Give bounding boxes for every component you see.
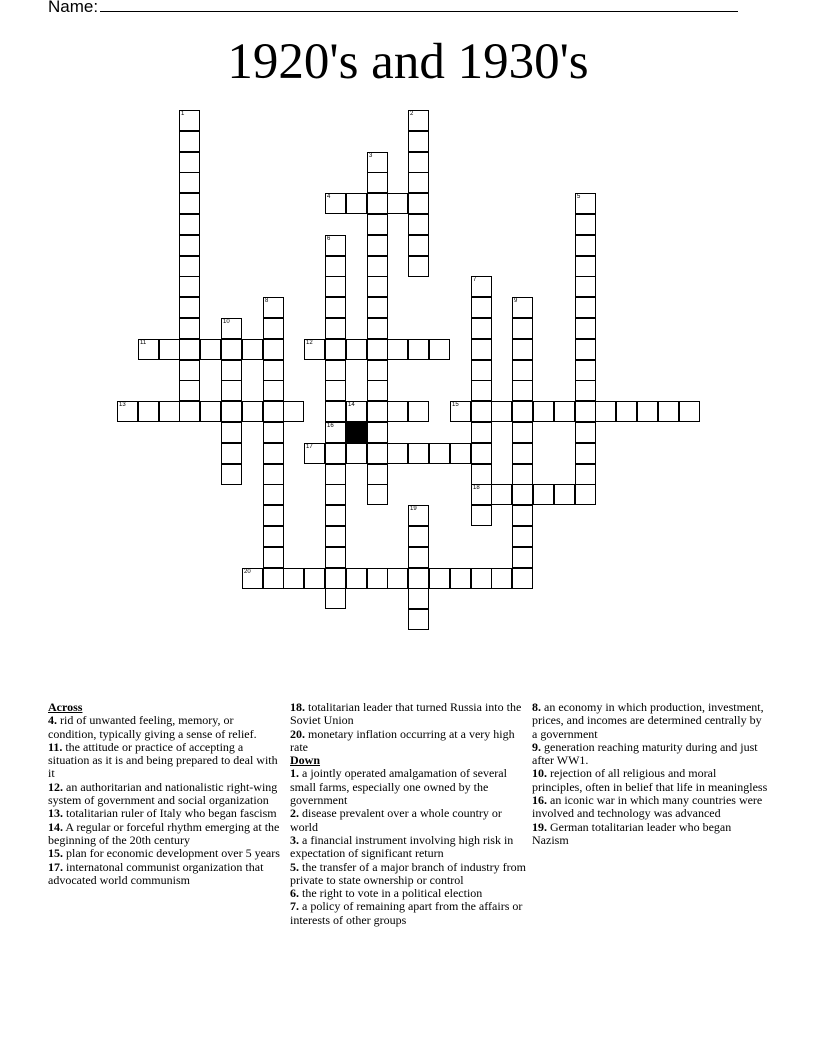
grid-cell[interactable] [346, 193, 367, 214]
grid-cell[interactable] [575, 464, 596, 485]
name-line[interactable] [100, 0, 738, 12]
grid-cell[interactable] [325, 484, 346, 505]
cell-number: 5 [577, 194, 581, 200]
clue-across-12: 12. an authoritarian and nationalistic right-wing system of government and social organization [48, 779, 278, 808]
grid-cell[interactable] [263, 297, 284, 318]
grid-cell[interactable] [408, 339, 429, 360]
grid-cell[interactable] [325, 360, 346, 381]
clue-column-2 [290, 701, 526, 927]
grid-cell[interactable] [325, 380, 346, 401]
grid-cell[interactable] [367, 422, 388, 443]
grid-cell[interactable] [429, 339, 450, 360]
grid-cell[interactable] [325, 235, 346, 256]
grid-cell[interactable] [491, 484, 512, 505]
grid-cell[interactable] [325, 422, 346, 443]
grid-cell[interactable] [325, 318, 346, 339]
grid-cell[interactable] [367, 193, 388, 214]
clue-down-16: 16. an iconic war in which many countries were involved and technology was advanced [532, 793, 763, 821]
grid-cell[interactable] [367, 152, 388, 173]
grid-cell[interactable] [575, 193, 596, 214]
grid-cell[interactable] [221, 380, 242, 401]
cell-number: 20 [244, 569, 251, 575]
cell-number: 18 [473, 485, 480, 491]
grid-cell[interactable] [575, 380, 596, 401]
grid-cell[interactable] [616, 401, 637, 422]
grid-cell[interactable] [575, 443, 596, 464]
grid-cell[interactable] [367, 464, 388, 485]
grid-cell[interactable] [367, 256, 388, 277]
grid-cell[interactable] [367, 380, 388, 401]
grid-cell[interactable] [450, 401, 471, 422]
grid-cell[interactable] [471, 360, 492, 381]
grid-cell[interactable] [367, 297, 388, 318]
grid-cell[interactable] [263, 401, 284, 422]
grid-cell[interactable] [471, 422, 492, 443]
grid-cell[interactable] [263, 464, 284, 485]
grid-cell[interactable] [325, 505, 346, 526]
cell-number: 17 [306, 444, 313, 450]
grid-cell[interactable] [512, 443, 533, 464]
grid-cell[interactable] [304, 339, 325, 360]
cell-number: 4 [327, 194, 331, 200]
grid-cell[interactable] [471, 464, 492, 485]
grid-cell[interactable] [533, 484, 554, 505]
across-header: Across [48, 700, 83, 714]
grid-cell[interactable] [575, 276, 596, 297]
grid-cell[interactable] [575, 484, 596, 505]
grid-cell[interactable] [471, 380, 492, 401]
name-field[interactable] [48, 0, 738, 17]
clue-across-14: 14. A regular or forceful rhythm emerging at the beginning of the 20th century [48, 819, 280, 847]
grid-cell[interactable] [221, 443, 242, 464]
grid-cell[interactable] [512, 380, 533, 401]
grid-cell[interactable] [595, 401, 616, 422]
grid-cell[interactable] [138, 339, 159, 360]
grid-cell[interactable] [179, 131, 200, 152]
grid-cell[interactable] [325, 297, 346, 318]
grid-cell[interactable] [575, 339, 596, 360]
grid-cell[interactable] [387, 401, 408, 422]
grid-cell[interactable] [242, 401, 263, 422]
grid-cell[interactable] [325, 568, 346, 589]
grid-cell[interactable] [471, 443, 492, 464]
grid-cell[interactable] [408, 443, 429, 464]
grid-cell[interactable] [221, 318, 242, 339]
grid-cell[interactable] [200, 401, 221, 422]
grid-cell[interactable] [179, 256, 200, 277]
grid-cell[interactable] [387, 443, 408, 464]
grid-cell[interactable] [283, 401, 304, 422]
grid-cell[interactable] [179, 276, 200, 297]
cell-number: 19 [410, 506, 417, 512]
grid-cell[interactable] [408, 131, 429, 152]
grid-cell[interactable] [491, 568, 512, 589]
grid-cell[interactable] [325, 401, 346, 422]
clue-across-15: 15. plan for economic development over 5 years [48, 846, 280, 861]
grid-cell[interactable] [471, 339, 492, 360]
grid-cell[interactable] [179, 110, 200, 131]
clue-down-1: 1. a jointly operated amalgamation of several small farms, especially one owned by the government [290, 766, 507, 808]
clue-down-8: 8. an economy in which production, investment, prices, and incomes are determined centrally by a government [532, 700, 764, 741]
clue-down-5: 5. the transfer of a major branch of industry from private to state ownership or control [290, 859, 526, 887]
grid-cell[interactable] [575, 214, 596, 235]
grid-cell[interactable] [491, 401, 512, 422]
grid-cell[interactable] [179, 152, 200, 173]
grid-cell[interactable] [263, 484, 284, 505]
grid-cell[interactable] [367, 172, 388, 193]
grid-cell[interactable] [512, 547, 533, 568]
clue-down-2: 2. disease prevalent over a whole country or world [290, 806, 502, 834]
grid-cell[interactable] [346, 401, 367, 422]
grid-cell[interactable] [346, 443, 367, 464]
grid-cell[interactable] [263, 380, 284, 401]
grid-cell[interactable] [512, 401, 533, 422]
grid-cell[interactable] [159, 401, 180, 422]
grid-cell[interactable] [367, 339, 388, 360]
grid-cell[interactable] [263, 505, 284, 526]
grid-cell[interactable] [408, 256, 429, 277]
grid-cell[interactable] [179, 401, 200, 422]
grid-cell[interactable] [367, 276, 388, 297]
grid-cell[interactable] [387, 193, 408, 214]
cell-number: 7 [473, 277, 477, 283]
grid-cell[interactable] [325, 588, 346, 609]
cell-number: 1 [181, 111, 185, 117]
clue-across-13: 13. totalitarian ruler of Italy who began fascism [48, 806, 277, 821]
grid-cell[interactable] [408, 505, 429, 526]
cell-number: 15 [452, 402, 459, 408]
grid-cell[interactable] [325, 276, 346, 297]
grid-cell[interactable] [512, 505, 533, 526]
cell-number: 10 [223, 319, 230, 325]
cell-number: 8 [265, 298, 269, 304]
grid-cell[interactable] [408, 110, 429, 131]
cell-number: 11 [140, 340, 147, 346]
grid-cell[interactable] [367, 401, 388, 422]
grid-cell[interactable] [387, 339, 408, 360]
grid-cell[interactable] [408, 235, 429, 256]
grid-cell[interactable] [471, 318, 492, 339]
grid-cell[interactable] [387, 568, 408, 589]
cell-number: 6 [327, 236, 331, 242]
grid-cell[interactable] [304, 568, 325, 589]
grid-cell[interactable] [554, 401, 575, 422]
clue-across-18: 18. totalitarian leader that turned Russia into the Soviet Union [290, 700, 522, 728]
clue-across-4: 4. rid of unwanted feeling, memory, or condition, typically giving a sense of relief. [48, 713, 257, 741]
grid-cell[interactable] [325, 443, 346, 464]
grid-cell[interactable] [408, 214, 429, 235]
name-label: Name: [48, 0, 99, 16]
grid-cell[interactable] [512, 422, 533, 443]
grid-cell[interactable] [512, 526, 533, 547]
grid-cell[interactable] [408, 172, 429, 193]
grid-cell[interactable] [512, 318, 533, 339]
grid-cell[interactable] [263, 422, 284, 443]
grid-cell[interactable] [429, 568, 450, 589]
grid-cell[interactable] [408, 609, 429, 630]
grid-cell[interactable] [367, 360, 388, 381]
clue-down-3: 3. a financial instrument involving high risk in expectation of significant return [290, 832, 514, 861]
grid-cell[interactable] [471, 276, 492, 297]
grid-cell[interactable] [346, 339, 367, 360]
grid-cell[interactable] [408, 401, 429, 422]
grid-cell[interactable] [325, 547, 346, 568]
grid-cell[interactable] [512, 297, 533, 318]
grid-cell[interactable] [512, 339, 533, 360]
grid-cell[interactable] [221, 422, 242, 443]
grid-cell[interactable] [200, 339, 221, 360]
grid-cell[interactable] [408, 152, 429, 173]
clue-column-3 [532, 701, 768, 847]
grid-cell[interactable] [575, 318, 596, 339]
grid-cell[interactable] [325, 526, 346, 547]
grid-cell[interactable] [367, 214, 388, 235]
grid-cell[interactable] [325, 256, 346, 277]
grid-cell[interactable] [512, 360, 533, 381]
grid-cell[interactable] [512, 568, 533, 589]
down-header: Down [290, 753, 321, 768]
grid-cell[interactable] [221, 360, 242, 381]
grid-cell[interactable] [471, 484, 492, 505]
cell-number: 3 [369, 153, 373, 159]
grid-cell[interactable] [408, 568, 429, 589]
grid-cell[interactable] [283, 568, 304, 589]
grid-cell[interactable] [325, 464, 346, 485]
clue-across-11: 11. the attitude or practice of accepting a situation as it is and being prepared to deal with it [48, 739, 278, 781]
grid-cell[interactable] [304, 443, 325, 464]
grid-cell[interactable] [367, 484, 388, 505]
grid-cell[interactable] [408, 588, 429, 609]
grid-cell[interactable] [554, 484, 575, 505]
clue-column-1 [48, 701, 284, 887]
clue-across-17: 17. internatonal communist organization that advocated world communism [48, 859, 264, 887]
grid-cell[interactable] [367, 568, 388, 589]
grid-cell[interactable] [429, 443, 450, 464]
cell-number: 14 [348, 402, 355, 408]
cell-number: 9 [514, 298, 518, 304]
grid-cell[interactable] [179, 193, 200, 214]
grid-cell[interactable] [533, 401, 554, 422]
grid-cell[interactable] [367, 318, 388, 339]
grid-cell[interactable] [221, 339, 242, 360]
grid-cell[interactable] [221, 401, 242, 422]
grid-cell[interactable] [263, 568, 284, 589]
grid-cell[interactable] [471, 568, 492, 589]
cell-number: 13 [119, 402, 126, 408]
grid-cell[interactable] [263, 339, 284, 360]
grid-cell[interactable] [242, 568, 263, 589]
clue-down-7: 7. a policy of remaining apart from the affairs or interests of other groups [290, 899, 523, 927]
grid-cell[interactable] [450, 568, 471, 589]
grid-cell[interactable] [575, 422, 596, 443]
grid-cell[interactable] [512, 484, 533, 505]
grid-cell[interactable] [679, 401, 700, 422]
grid-cell[interactable] [471, 297, 492, 318]
grid-cell[interactable] [325, 339, 346, 360]
grid-cell[interactable] [408, 547, 429, 568]
grid-cell[interactable] [138, 401, 159, 422]
grid-cell[interactable] [512, 464, 533, 485]
grid-cell[interactable] [575, 401, 596, 422]
grid-cell[interactable] [471, 401, 492, 422]
grid-cell[interactable] [179, 339, 200, 360]
grid-cell[interactable] [179, 214, 200, 235]
cell-number: 12 [306, 340, 313, 346]
grid-cell[interactable] [471, 505, 492, 526]
grid-cell[interactable] [367, 235, 388, 256]
cell-number: 16 [327, 423, 334, 429]
grid-cell[interactable] [575, 297, 596, 318]
grid-cell[interactable] [408, 193, 429, 214]
grid-cell[interactable] [117, 401, 138, 422]
grid-cell[interactable] [408, 526, 429, 547]
grid-cell[interactable] [159, 339, 180, 360]
grid-cell[interactable] [263, 547, 284, 568]
puzzle-title: 1920's and 1930's [227, 34, 589, 90]
grid-cell[interactable] [637, 401, 658, 422]
grid-cell[interactable] [263, 360, 284, 381]
clue-down-6: 6. the right to vote in a political election [290, 886, 483, 901]
grid-cell[interactable] [179, 360, 200, 381]
grid-cell[interactable] [179, 297, 200, 318]
clue-across-20: 20. monetary inflation occurring at a very high rate [290, 726, 515, 754]
grid-cell[interactable] [450, 443, 471, 464]
grid-cell[interactable] [263, 443, 284, 464]
grid-cell[interactable] [179, 318, 200, 339]
clue-down-10: 10. rejection of all religious and moral principles, often in belief that life in meaningless [532, 766, 768, 794]
grid-cell[interactable] [221, 464, 242, 485]
grid-cell[interactable] [179, 172, 200, 193]
clue-down-19: 19. German totalitarian leader who began Nazism [532, 819, 732, 847]
clue-down-9: 9. generation reaching maturity during and just after WW1. [532, 739, 758, 768]
grid-cell[interactable] [263, 318, 284, 339]
grid-cell[interactable] [346, 568, 367, 589]
grid-cell[interactable] [367, 443, 388, 464]
grid-cell[interactable] [263, 526, 284, 547]
grid-cell[interactable] [575, 256, 596, 277]
grid-cell[interactable] [179, 380, 200, 401]
cell-number: 2 [410, 111, 414, 117]
grid-cell[interactable] [242, 339, 263, 360]
grid-cell[interactable] [575, 360, 596, 381]
grid-cell[interactable] [179, 235, 200, 256]
grid-cell[interactable] [325, 193, 346, 214]
black-cell [346, 422, 367, 443]
grid-cell[interactable] [658, 401, 679, 422]
grid-cell[interactable] [575, 235, 596, 256]
